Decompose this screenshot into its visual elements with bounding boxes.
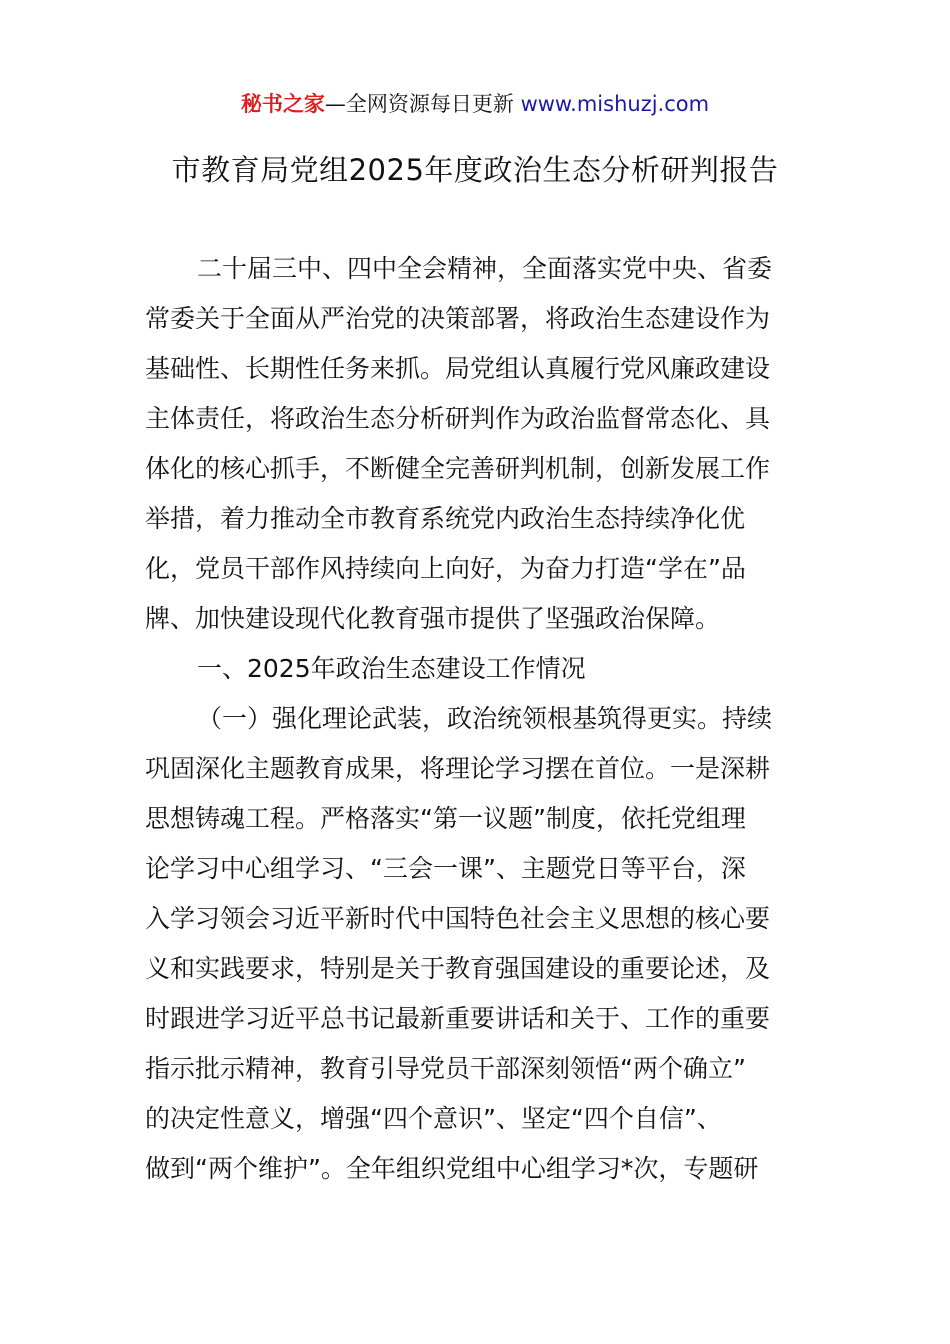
paragraph-line: 牌、加快建设现代化教育强市提供了坚强政治保障。 [145, 604, 721, 633]
paragraph-line: 做到“两个维护”。全年组织党组中心组学习*次，专题研 [145, 1154, 759, 1183]
site-url-link[interactable]: www.mishuzj.com [520, 92, 710, 116]
paragraph-line: 论学习中心组学习、“三会一课”、主题党日等平台，深 [145, 854, 746, 883]
subsection-heading-line: （一）强化理论武装，政治统领根基筑得更实。持续 [197, 704, 773, 733]
paragraph-line: 入学习领会习近平新时代中国特色社会主义思想的核心要 [145, 904, 771, 933]
paragraph-line: 常委关于全面从严治党的决策部署，将政治生态建设作为 [145, 304, 771, 333]
document-title: 市教育局党组2025年度政治生态分析研判报告 [171, 153, 779, 187]
site-brand: 秘书之家 [240, 92, 325, 116]
paragraph-line: 义和实践要求，特别是关于教育强国建设的重要论述，及 [145, 954, 771, 983]
site-banner [0, 86, 950, 122]
paragraph-line: 巩固深化主题教育成果，将理论学习摆在首位。一是深耕 [145, 754, 771, 783]
paragraph-line: 基础性、长期性任务来抓。局党组认真履行党风廉政建设 [145, 354, 771, 383]
section-heading: 一、2025年政治生态建设工作情况 [197, 654, 586, 683]
paragraph-line: 的决定性意义，增强“四个意识”、坚定“四个自信”、 [145, 1104, 722, 1133]
document-body [145, 244, 810, 1194]
paragraph-line: 化，党员干部作风持续向上向好，为奋力打造“学在”品 [145, 554, 746, 583]
paragraph-line: 主体责任，将政治生态分析研判作为政治监督常态化、具 [145, 404, 771, 433]
paragraph-line: 思想铸魂工程。严格落实“第一议题”制度，依托党组理 [145, 804, 746, 833]
paragraph-line: 二十届三中、四中全会精神，全面落实党中央、省委 [197, 254, 773, 283]
banner-dash: — [324, 92, 346, 116]
site-tagline: 全网资源每日更新 [345, 92, 514, 116]
paragraph-line: 体化的核心抓手，不断健全完善研判机制，创新发展工作 [145, 454, 771, 483]
paragraph-line: 时跟进学习近平总书记最新重要讲话和关于、工作的重要 [145, 1004, 771, 1033]
paragraph-line: 指示批示精神，教育引导党员干部深刻领悟“两个确立” [145, 1054, 746, 1083]
paragraph-line: 举措，着力推动全市教育系统党内政治生态持续净化优 [145, 504, 746, 533]
